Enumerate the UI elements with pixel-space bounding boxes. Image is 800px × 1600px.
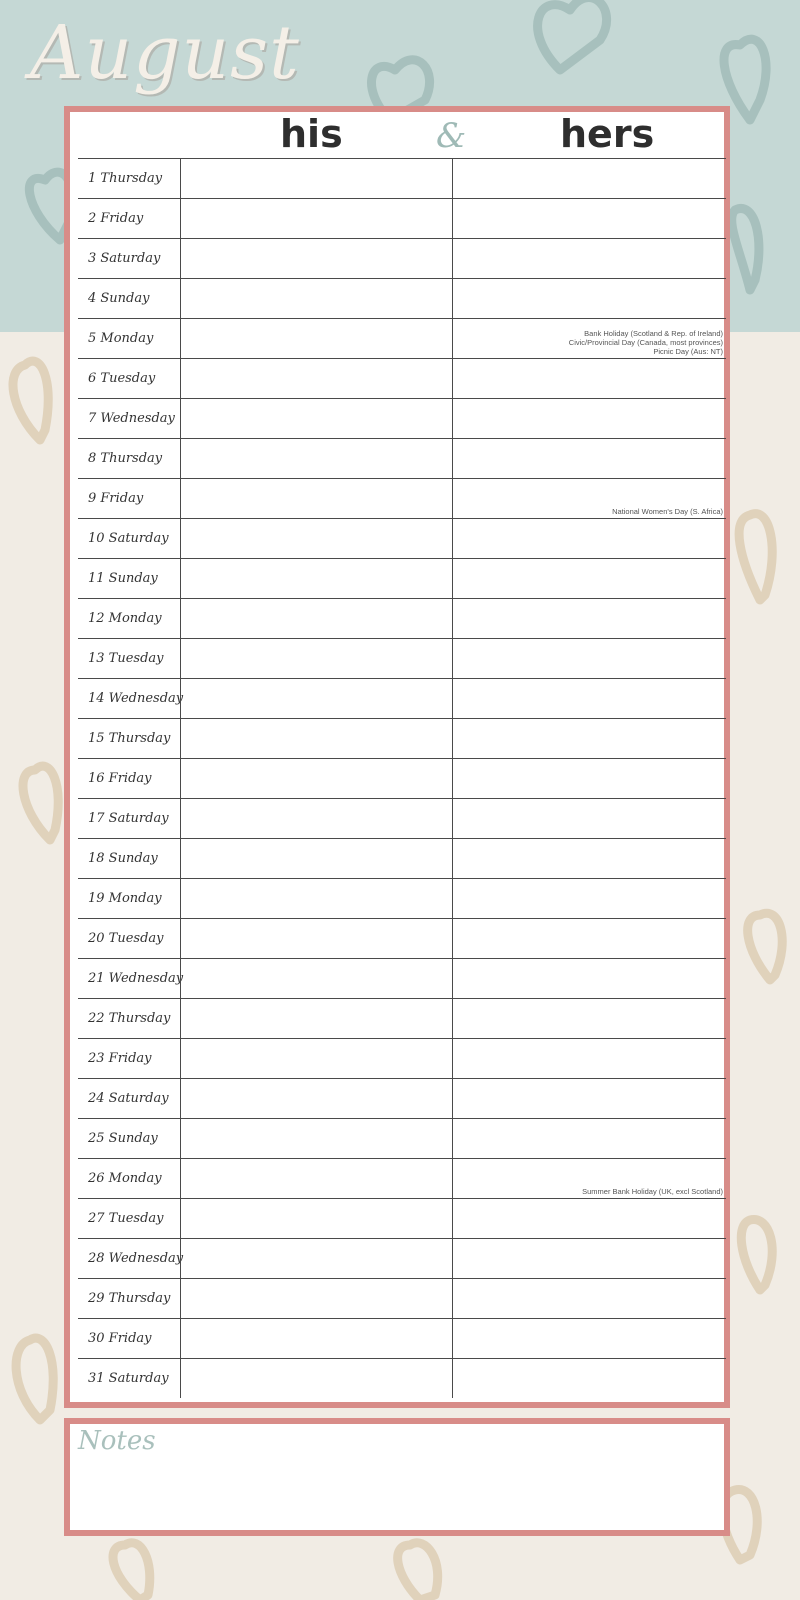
- hers-cell[interactable]: [452, 639, 727, 678]
- day-row: [78, 158, 726, 198]
- his-cell[interactable]: [180, 439, 453, 478]
- hers-cell[interactable]: [452, 839, 727, 878]
- his-cell[interactable]: [180, 1119, 453, 1158]
- holiday-text: Summer Bank Holiday (UK, excl Scotland): [582, 1187, 723, 1196]
- day-row: [78, 1158, 726, 1198]
- day-label: 15 Thursday: [88, 731, 171, 746]
- day-label: 19 Monday: [88, 891, 162, 906]
- hers-cell[interactable]: [452, 1359, 727, 1398]
- day-label: 12 Monday: [88, 611, 162, 626]
- hers-cell[interactable]: [452, 319, 727, 358]
- his-cell[interactable]: [180, 919, 453, 958]
- hers-cell[interactable]: [452, 279, 727, 318]
- his-cell[interactable]: [180, 1079, 453, 1118]
- his-cell[interactable]: [180, 719, 453, 758]
- heart-doodle-icon: [741, 1220, 772, 1290]
- day-row: [78, 198, 726, 238]
- hers-cell[interactable]: [452, 399, 727, 438]
- his-cell[interactable]: [180, 1359, 453, 1398]
- his-cell[interactable]: [180, 679, 453, 718]
- day-row: [78, 1278, 726, 1318]
- day-label: 8 Thursday: [88, 451, 163, 466]
- day-label: 9 Friday: [88, 491, 144, 506]
- his-cell[interactable]: [180, 879, 453, 918]
- holiday-text: National Women's Day (S. Africa): [612, 507, 723, 516]
- hers-cell[interactable]: [452, 239, 727, 278]
- day-label: 22 Thursday: [88, 1011, 171, 1026]
- day-label: 26 Monday: [88, 1171, 162, 1186]
- hers-cell[interactable]: [452, 1119, 727, 1158]
- his-cell[interactable]: [180, 559, 453, 598]
- hers-cell[interactable]: [452, 999, 727, 1038]
- hers-cell[interactable]: [452, 1159, 727, 1198]
- his-cell[interactable]: [180, 799, 453, 838]
- ampersand-header: &: [436, 116, 467, 156]
- heart-doodle-icon: [16, 1338, 53, 1420]
- day-label: 28 Wednesday: [88, 1251, 184, 1266]
- day-row: [78, 998, 726, 1038]
- his-cell[interactable]: [180, 999, 453, 1038]
- day-row: [78, 1238, 726, 1278]
- day-label: 23 Friday: [88, 1051, 152, 1066]
- hers-cell[interactable]: [452, 479, 727, 518]
- hers-cell[interactable]: [452, 439, 727, 478]
- his-cell[interactable]: [180, 599, 453, 638]
- day-row: [78, 238, 726, 278]
- his-cell[interactable]: [180, 399, 453, 438]
- day-row: [78, 918, 726, 958]
- heart-doodle-icon: [538, 0, 607, 70]
- his-cell[interactable]: [180, 839, 453, 878]
- column-header: [70, 112, 724, 160]
- hers-cell[interactable]: [452, 1319, 727, 1358]
- day-row: [78, 638, 726, 678]
- calendar-frame: [64, 106, 730, 1408]
- heart-doodle-icon: [748, 913, 783, 980]
- day-label: 2 Friday: [88, 211, 144, 226]
- day-row: [78, 398, 726, 438]
- holiday-text: Bank Holiday (Scotland & Rep. of Ireland): [584, 329, 723, 338]
- his-cell[interactable]: [180, 759, 453, 798]
- hers-cell[interactable]: [452, 719, 727, 758]
- day-row: [78, 438, 726, 478]
- day-label: 13 Tuesday: [88, 651, 164, 666]
- his-cell[interactable]: [180, 279, 453, 318]
- day-label: 7 Wednesday: [88, 411, 175, 426]
- heart-doodle-icon: [23, 766, 58, 840]
- day-row: [78, 518, 726, 558]
- day-rows: [78, 158, 726, 1398]
- holiday-note: [582, 1187, 723, 1196]
- his-cell[interactable]: [180, 1199, 453, 1238]
- his-cell[interactable]: [180, 359, 453, 398]
- hers-cell[interactable]: [452, 559, 727, 598]
- day-label: 25 Sunday: [88, 1131, 158, 1146]
- his-cell[interactable]: [180, 159, 453, 198]
- heart-doodle-icon: [732, 208, 759, 290]
- day-row: [78, 478, 726, 518]
- hers-cell[interactable]: [452, 919, 727, 958]
- day-label: 20 Tuesday: [88, 931, 164, 946]
- his-cell[interactable]: [180, 1039, 453, 1078]
- his-cell[interactable]: [180, 959, 453, 998]
- day-row: [78, 558, 726, 598]
- hers-cell[interactable]: [452, 519, 727, 558]
- day-label: 1 Thursday: [88, 171, 163, 186]
- his-cell[interactable]: [180, 479, 453, 518]
- day-row: [78, 318, 726, 358]
- notes-label: Notes: [78, 1426, 156, 1456]
- month-title: August: [30, 10, 300, 96]
- hers-cell[interactable]: [452, 679, 727, 718]
- day-row: [78, 1078, 726, 1118]
- hers-cell[interactable]: [452, 799, 727, 838]
- day-label: 30 Friday: [88, 1331, 152, 1346]
- heart-doodle-icon: [398, 1543, 438, 1600]
- day-label: 24 Saturday: [88, 1091, 169, 1106]
- heart-doodle-icon: [724, 39, 766, 120]
- his-cell[interactable]: [180, 319, 453, 358]
- day-row: [78, 718, 726, 758]
- day-row: [78, 678, 726, 718]
- hers-cell[interactable]: [452, 1039, 727, 1078]
- hers-cell[interactable]: [452, 1199, 727, 1238]
- day-label: 16 Friday: [88, 771, 152, 786]
- hers-cell[interactable]: [452, 1279, 727, 1318]
- day-label: 3 Saturday: [88, 251, 161, 266]
- heart-doodle-icon: [739, 514, 772, 600]
- day-row: [78, 598, 726, 638]
- day-row: [78, 1118, 726, 1158]
- hers-cell[interactable]: [452, 599, 727, 638]
- hers-header: hers: [560, 112, 655, 156]
- day-label: 17 Saturday: [88, 811, 169, 826]
- day-row: [78, 838, 726, 878]
- day-label: 5 Monday: [88, 331, 154, 346]
- day-label: 27 Tuesday: [88, 1211, 164, 1226]
- his-cell[interactable]: [180, 1239, 453, 1278]
- his-cell[interactable]: [180, 639, 453, 678]
- holiday-text: Civic/Provincial Day (Canada, most provinces): [568, 338, 723, 347]
- day-row: [78, 758, 726, 798]
- heart-doodle-icon: [13, 361, 48, 440]
- day-label: 11 Sunday: [88, 571, 158, 586]
- day-row: [78, 878, 726, 918]
- day-row: [78, 358, 726, 398]
- heart-doodle-icon: [113, 1543, 150, 1600]
- day-label: 10 Saturday: [88, 531, 169, 546]
- day-label: 18 Sunday: [88, 851, 158, 866]
- day-row: [78, 798, 726, 838]
- day-row: [78, 958, 726, 998]
- holiday-text: Picnic Day (Aus: NT): [653, 347, 723, 356]
- day-row: [78, 1318, 726, 1358]
- day-label: 14 Wednesday: [88, 691, 184, 706]
- his-cell[interactable]: [180, 1159, 453, 1198]
- day-row: [78, 1038, 726, 1078]
- his-cell[interactable]: [180, 1279, 453, 1318]
- day-label: 31 Saturday: [88, 1371, 169, 1386]
- hers-cell[interactable]: [452, 159, 727, 198]
- day-label: 21 Wednesday: [88, 971, 184, 986]
- hers-cell[interactable]: [452, 1239, 727, 1278]
- day-label: 4 Sunday: [88, 291, 150, 306]
- day-label: 6 Tuesday: [88, 371, 156, 386]
- hers-cell[interactable]: [452, 199, 727, 238]
- his-header: his: [280, 112, 343, 156]
- holiday-note: [569, 329, 723, 356]
- day-label: 29 Thursday: [88, 1291, 171, 1306]
- hers-cell[interactable]: [452, 1079, 727, 1118]
- his-cell[interactable]: [180, 199, 453, 238]
- notes-box[interactable]: [64, 1418, 730, 1536]
- hers-cell[interactable]: [452, 959, 727, 998]
- his-cell[interactable]: [180, 1319, 453, 1358]
- day-row: [78, 1358, 726, 1398]
- hers-cell[interactable]: [452, 759, 727, 798]
- his-cell[interactable]: [180, 519, 453, 558]
- his-cell[interactable]: [180, 239, 453, 278]
- hers-cell[interactable]: [452, 359, 727, 398]
- day-row: [78, 278, 726, 318]
- holiday-note: [612, 507, 723, 516]
- hers-cell[interactable]: [452, 879, 727, 918]
- day-row: [78, 1198, 726, 1238]
